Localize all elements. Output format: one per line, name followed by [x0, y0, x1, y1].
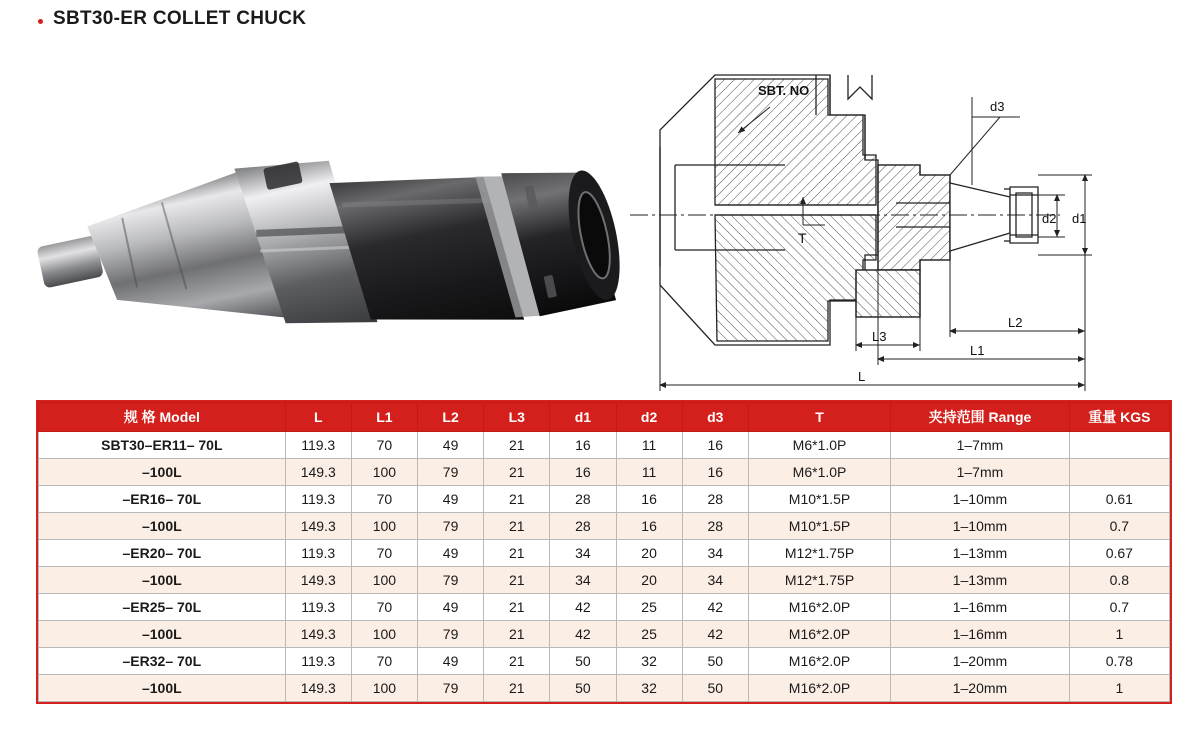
label-d3: d3 — [990, 99, 1005, 114]
cell-weight: 0.61 — [1069, 486, 1169, 513]
cell-t: M16*2.0P — [748, 648, 890, 675]
cell-l2: 49 — [417, 540, 483, 567]
cell-l2: 79 — [417, 675, 483, 702]
cell-l: 149.3 — [285, 675, 351, 702]
table-row — [39, 513, 1170, 540]
cell-d1: 34 — [550, 567, 616, 594]
cell-d1: 16 — [550, 432, 616, 459]
cell-model: SBT30–ER11– 70L — [39, 432, 286, 459]
cell-l3: 21 — [484, 486, 550, 513]
cell-d1: 16 — [550, 459, 616, 486]
cell-l1: 100 — [351, 567, 417, 594]
cell-d3: 16 — [682, 432, 748, 459]
cell-model: –ER16– 70L — [39, 486, 286, 513]
header-cell-l3: L3 — [484, 403, 550, 432]
header-cell-weight: 重量 KGS — [1069, 403, 1169, 432]
cell-range: 1–20mm — [891, 648, 1069, 675]
cell-d2: 11 — [616, 432, 682, 459]
nose-cone — [950, 183, 1010, 251]
cell-l3: 21 — [484, 513, 550, 540]
cell-l3: 21 — [484, 648, 550, 675]
cell-d1: 50 — [550, 648, 616, 675]
header-cell-l2: L2 — [417, 403, 483, 432]
label-t: T — [798, 230, 807, 246]
cell-l3: 21 — [484, 594, 550, 621]
cell-l: 119.3 — [285, 594, 351, 621]
cell-range: 1–13mm — [891, 540, 1069, 567]
cell-l3: 21 — [484, 621, 550, 648]
cell-weight: 0.8 — [1069, 567, 1169, 594]
cell-l: 119.3 — [285, 486, 351, 513]
cell-t: M10*1.5P — [748, 513, 890, 540]
header-cell-d2: d2 — [616, 403, 682, 432]
cell-d2: 25 — [616, 621, 682, 648]
cell-l: 119.3 — [285, 648, 351, 675]
product-photo-svg — [20, 60, 620, 390]
cell-model: –ER25– 70L — [39, 594, 286, 621]
cell-d2: 32 — [616, 675, 682, 702]
cell-d3: 28 — [682, 513, 748, 540]
cell-model: –100L — [39, 567, 286, 594]
header-cell-l: L — [285, 403, 351, 432]
table-row — [39, 486, 1170, 513]
cell-l3: 21 — [484, 432, 550, 459]
cell-range: 1–16mm — [891, 621, 1069, 648]
cell-range: 1–7mm — [891, 459, 1069, 486]
cell-l2: 79 — [417, 567, 483, 594]
cell-d3: 50 — [682, 648, 748, 675]
header-cell-range: 夹持范围 Range — [891, 403, 1069, 432]
cell-l1: 100 — [351, 621, 417, 648]
cell-d3: 42 — [682, 621, 748, 648]
cell-l1: 100 — [351, 459, 417, 486]
cell-l3: 21 — [484, 459, 550, 486]
cell-d2: 20 — [616, 567, 682, 594]
cell-weight: 1 — [1069, 675, 1169, 702]
cell-model: –ER20– 70L — [39, 540, 286, 567]
cell-l1: 70 — [351, 486, 417, 513]
cell-weight: 0.7 — [1069, 513, 1169, 540]
cell-l: 149.3 — [285, 621, 351, 648]
bullet-icon — [38, 19, 43, 24]
cell-t: M12*1.75P — [748, 567, 890, 594]
spec-table-head — [39, 403, 1170, 432]
cell-l2: 79 — [417, 621, 483, 648]
cell-l3: 21 — [484, 675, 550, 702]
cell-weight — [1069, 459, 1169, 486]
cell-model: –100L — [39, 675, 286, 702]
spec-table — [38, 402, 1170, 702]
cell-range: 1–13mm — [891, 567, 1069, 594]
label-d1: d1 — [1072, 211, 1087, 226]
cell-l1: 70 — [351, 540, 417, 567]
cell-l: 119.3 — [285, 432, 351, 459]
cell-weight — [1069, 432, 1169, 459]
cell-weight: 0.67 — [1069, 540, 1169, 567]
table-row — [39, 540, 1170, 567]
label-l: L — [858, 369, 866, 384]
technical-drawing — [620, 55, 1190, 395]
spec-table-container — [36, 400, 1172, 704]
table-row — [39, 432, 1170, 459]
cell-l2: 49 — [417, 432, 483, 459]
header-cell-t: T — [748, 403, 890, 432]
technical-drawing-svg — [620, 55, 1190, 395]
cell-model: –100L — [39, 513, 286, 540]
cell-range: 1–20mm — [891, 675, 1069, 702]
table-row — [39, 621, 1170, 648]
header-cell-d3: d3 — [682, 403, 748, 432]
cell-l1: 70 — [351, 594, 417, 621]
cell-t: M10*1.5P — [748, 486, 890, 513]
table-row — [39, 675, 1170, 702]
cell-l: 119.3 — [285, 540, 351, 567]
page-title — [38, 8, 306, 30]
cell-weight: 0.7 — [1069, 594, 1169, 621]
cell-d2: 11 — [616, 459, 682, 486]
cell-l2: 49 — [417, 594, 483, 621]
cell-d1: 42 — [550, 594, 616, 621]
cell-l: 149.3 — [285, 567, 351, 594]
cell-d3: 50 — [682, 675, 748, 702]
cell-l2: 49 — [417, 486, 483, 513]
cell-d1: 50 — [550, 675, 616, 702]
cell-range: 1–16mm — [891, 594, 1069, 621]
cell-d3: 34 — [682, 567, 748, 594]
label-d2: d2 — [1042, 211, 1057, 226]
table-row — [39, 648, 1170, 675]
cell-l3: 21 — [484, 567, 550, 594]
cell-l2: 79 — [417, 513, 483, 540]
cell-t: M16*2.0P — [748, 675, 890, 702]
cell-t: M16*2.0P — [748, 594, 890, 621]
label-l1: L1 — [970, 343, 985, 358]
cell-d1: 28 — [550, 513, 616, 540]
label-sbt-no: SBT. NO — [758, 83, 810, 98]
cell-d2: 16 — [616, 486, 682, 513]
cell-range: 1–10mm — [891, 513, 1069, 540]
cell-d2: 16 — [616, 513, 682, 540]
cell-l3: 21 — [484, 540, 550, 567]
cell-t: M16*2.0P — [748, 621, 890, 648]
cell-l: 149.3 — [285, 459, 351, 486]
cell-l2: 49 — [417, 648, 483, 675]
cell-model: –100L — [39, 459, 286, 486]
cell-range: 1–10mm — [891, 486, 1069, 513]
header-row — [39, 403, 1170, 432]
cell-d3: 42 — [682, 594, 748, 621]
cell-d1: 28 — [550, 486, 616, 513]
cell-weight: 0.78 — [1069, 648, 1169, 675]
pull-stud — [36, 235, 103, 289]
label-l2: L2 — [1008, 315, 1023, 330]
cell-l1: 100 — [351, 675, 417, 702]
cell-d1: 42 — [550, 621, 616, 648]
cell-d2: 32 — [616, 648, 682, 675]
table-row — [39, 594, 1170, 621]
cell-d2: 20 — [616, 540, 682, 567]
cell-t: M6*1.0P — [748, 459, 890, 486]
cell-range: 1–7mm — [891, 432, 1069, 459]
cell-l2: 79 — [417, 459, 483, 486]
header-cell-model: 规 格 Model — [39, 403, 286, 432]
label-l3: L3 — [872, 329, 887, 344]
cell-l1: 70 — [351, 432, 417, 459]
cell-d3: 16 — [682, 459, 748, 486]
cell-d3: 34 — [682, 540, 748, 567]
cell-model: –100L — [39, 621, 286, 648]
header-cell-d1: d1 — [550, 403, 616, 432]
product-photo — [20, 60, 620, 390]
cell-d3: 28 — [682, 486, 748, 513]
table-row — [39, 459, 1170, 486]
cell-l1: 70 — [351, 648, 417, 675]
cell-weight: 1 — [1069, 621, 1169, 648]
table-row — [39, 567, 1170, 594]
cell-l1: 100 — [351, 513, 417, 540]
cell-t: M6*1.0P — [748, 432, 890, 459]
spec-table-body — [39, 432, 1170, 702]
header-cell-l1: L1 — [351, 403, 417, 432]
cell-model: –ER32– 70L — [39, 648, 286, 675]
cell-d2: 25 — [616, 594, 682, 621]
page-title-text: SBT30-ER COLLET CHUCK — [53, 8, 307, 29]
cell-t: M12*1.75P — [748, 540, 890, 567]
cell-d1: 34 — [550, 540, 616, 567]
cell-l: 149.3 — [285, 513, 351, 540]
